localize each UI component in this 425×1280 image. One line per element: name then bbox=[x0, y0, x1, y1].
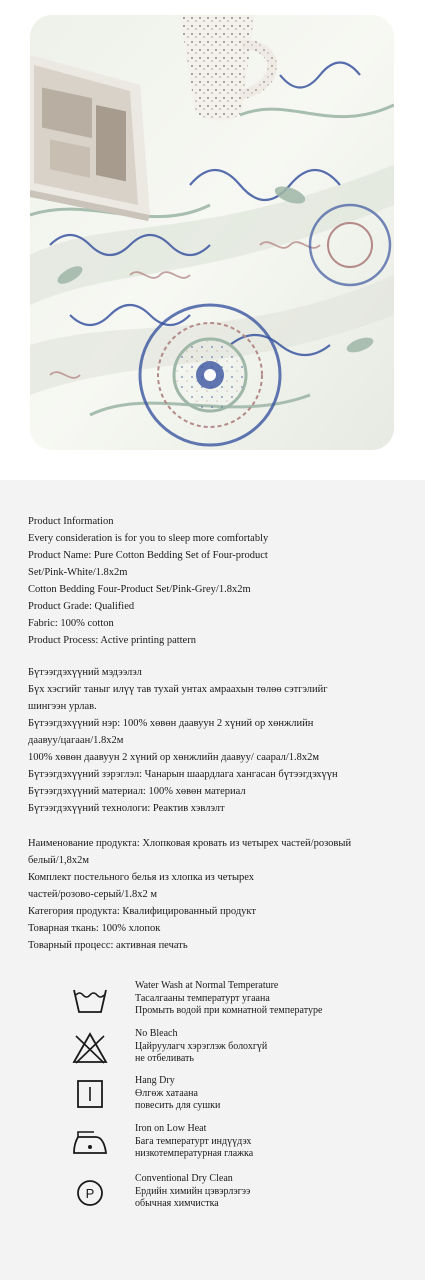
info-line: Cotton Bedding Four-Product Set/Pink-Grey/1.8x2m bbox=[28, 584, 251, 595]
care-item-hang-dry bbox=[0, 1075, 425, 1121]
care-label-en: No Bleach bbox=[135, 1028, 178, 1039]
care-label-mn: Бага температурт индүүдэх bbox=[135, 1135, 252, 1147]
info-line: Set/Pink-White/1.8x2m bbox=[28, 567, 128, 578]
info-line: Бүтээгдэхүүний материал: 100% хөвөн материал bbox=[28, 786, 246, 797]
info-line: Product Process: Active printing pattern bbox=[28, 635, 196, 646]
product-info-russian bbox=[28, 835, 413, 954]
info-line: Бүтээгдэхүүний нэр: 100% хөвөн даавуун 2 хүний ор хөнжлийн bbox=[28, 718, 314, 729]
care-item-wash bbox=[0, 980, 425, 1026]
hang-dry-icon bbox=[70, 1077, 110, 1113]
care-text bbox=[135, 1028, 267, 1066]
care-label-ru: низкотемпературная глажка bbox=[135, 1148, 254, 1159]
care-label-en: Water Wash at Normal Temperature bbox=[135, 980, 279, 991]
care-label-en: Hang Dry bbox=[135, 1075, 175, 1086]
info-line: Бүх хэсгийг таныг илүү тав тухай унтах амраахын төлөө сэтгэлийг bbox=[28, 684, 328, 695]
info-line: частей/розово-серый/1.8x2 м bbox=[28, 889, 158, 900]
product-info-panel bbox=[0, 480, 425, 1280]
iron-low-icon bbox=[70, 1125, 110, 1161]
info-line: Fabric: 100% cotton bbox=[28, 618, 114, 629]
care-label-ru: Промыть водой при комнатной температуре bbox=[135, 1005, 323, 1016]
care-label-mn: Өлгөж хатаана bbox=[135, 1087, 198, 1099]
care-label-mn: Цайруулагч хэрэглэж болохгүй bbox=[135, 1040, 268, 1052]
info-heading-en: Product Information bbox=[28, 516, 114, 527]
care-label-en: Iron on Low Heat bbox=[135, 1123, 207, 1134]
info-line: Категория продукта: Квалифицированный продукт bbox=[28, 906, 256, 917]
care-item-iron bbox=[0, 1123, 425, 1169]
product-photo bbox=[30, 15, 394, 450]
care-item-dry-clean bbox=[0, 1173, 425, 1219]
svg-text:P: P bbox=[85, 1186, 95, 1201]
care-text bbox=[135, 1123, 253, 1161]
wash-tub-icon bbox=[70, 982, 110, 1018]
info-line: Бүтээгдэхүүний зэрэглэл: Чанарын шаардлага хангасан бүтээгдэхүүн bbox=[28, 769, 338, 780]
info-line: Product Grade: Qualified bbox=[28, 601, 135, 612]
care-text bbox=[135, 980, 322, 1018]
care-label-en: Conventional Dry Clean bbox=[135, 1173, 233, 1184]
info-line: Product Name: Pure Cotton Bedding Set of Four-product bbox=[28, 550, 268, 561]
care-text bbox=[135, 1075, 220, 1113]
care-label-mn: Ердийн химийн цэвэрлэгээ bbox=[135, 1185, 251, 1197]
product-info-mongolian bbox=[28, 664, 413, 817]
info-heading-mn: Бүтээгдэхүүний мэдээлэл bbox=[28, 667, 142, 678]
care-label-ru: повесить для сушки bbox=[135, 1100, 221, 1111]
info-line: Бүтээгдэхүүний технологи: Реактив хэвлэлт bbox=[28, 803, 225, 814]
no-bleach-icon bbox=[70, 1030, 110, 1066]
care-label-ru: не отбеливать bbox=[135, 1053, 194, 1064]
care-item-bleach bbox=[0, 1028, 425, 1074]
product-info-english bbox=[28, 513, 413, 649]
care-label-ru: обычная химчистка bbox=[135, 1198, 219, 1209]
info-line: 100% хөвөн даавуун 2 хүний ор хөнжлийн даавуу/ саарал/1.8x2м bbox=[28, 752, 320, 763]
info-line: Товарный процесс: активная печать bbox=[28, 940, 188, 951]
info-line: Наименование продукта: Хлопковая кровать из четырех частей/розовый bbox=[28, 838, 352, 849]
care-label-mn: Тасалгааны температурт угаана bbox=[135, 992, 270, 1004]
info-line: шингээн урлав. bbox=[28, 701, 97, 712]
care-text bbox=[135, 1173, 250, 1211]
info-line: белый/1,8x2м bbox=[28, 855, 89, 866]
info-line: даавуу/цагаан/1.8x2м bbox=[28, 735, 124, 746]
bedding-pattern-illustration bbox=[30, 15, 394, 450]
dry-clean-p-icon bbox=[70, 1175, 110, 1211]
info-line: Комплект постельного белья из хлопка из четырех bbox=[28, 872, 255, 883]
info-line: Every consideration is for you to sleep more comfortably bbox=[28, 533, 269, 544]
info-line: Товарная ткань: 100% хлопок bbox=[28, 923, 161, 934]
hero-section bbox=[0, 0, 425, 480]
